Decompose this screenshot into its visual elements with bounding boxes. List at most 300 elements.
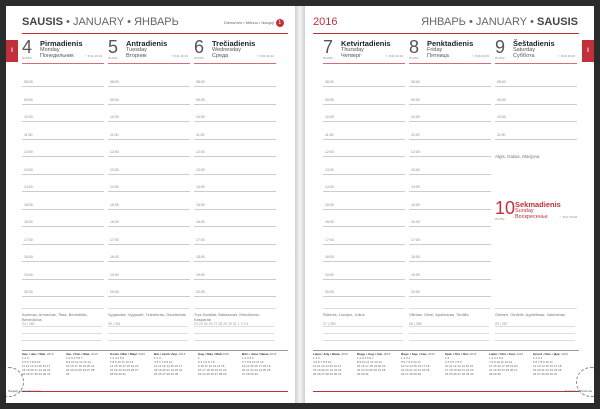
- notes-line[interactable]: [108, 340, 188, 341]
- time-label: 15:00: [110, 202, 119, 207]
- week-number: W 0/52: [495, 217, 505, 221]
- day-name-ru: Среда: [212, 53, 229, 59]
- day-name-en: Saturday: [513, 47, 536, 53]
- time-label: 10:00: [196, 115, 205, 119]
- time-slot[interactable]: [409, 80, 491, 87]
- day-name-lt: Sekmadienis: [515, 200, 561, 209]
- notes-line[interactable]: [22, 340, 102, 341]
- time-label: 08:00: [325, 80, 334, 84]
- time-label: 13:00: [24, 167, 33, 172]
- time-slot[interactable]: [409, 237, 491, 245]
- time-slot[interactable]: [323, 80, 405, 87]
- mini-calendar-title: Liepa / July / Июль 2016: [313, 352, 348, 356]
- time-slot[interactable]: [194, 80, 276, 87]
- mini-calendar-row: 28 29 30: [489, 372, 501, 376]
- time-slot[interactable]: [323, 150, 405, 157]
- time-slot[interactable]: [108, 132, 190, 140]
- day-name-lt: Ketvirtadienis: [341, 39, 391, 48]
- day-column: [323, 37, 405, 294]
- time-slot[interactable]: [409, 290, 491, 297]
- time-label: 09:00: [196, 97, 205, 102]
- day-name-en: Thursday: [341, 47, 364, 53]
- time-label: 19:00: [196, 272, 205, 277]
- time-label: 08:00: [24, 80, 33, 84]
- mini-calendar-row: 7 8 9 10 11 12 13: [110, 360, 134, 364]
- day-column: [495, 37, 577, 137]
- time-slot[interactable]: [108, 290, 190, 297]
- mini-calendar-row: 11 12 13 14 15 16 17: [313, 364, 342, 368]
- right-page-title: ЯНВАРЬ • JANUARY • SAUSIS: [421, 16, 578, 28]
- mini-calendar-row: 1 2 3: [22, 356, 29, 360]
- mini-calendar-row: 15 16 17 18 19 20 21: [357, 364, 386, 368]
- day-rule: [409, 63, 491, 64]
- mini-calendar: [22, 352, 64, 376]
- time-slot[interactable]: [409, 202, 491, 210]
- time-label: 20:00: [196, 290, 205, 294]
- mini-calendar-row: 25 26 27 28 29 30: [154, 372, 179, 376]
- time-label: 14:00: [24, 185, 33, 189]
- time-slot[interactable]: [323, 202, 405, 210]
- time-slot[interactable]: [323, 185, 405, 192]
- time-slot[interactable]: [323, 220, 405, 227]
- mini-calendar-row: 15 16 17 18 19 20 21: [66, 364, 95, 368]
- mini-calendar-row: 16 17 18 19 20 21 22: [198, 368, 227, 372]
- mini-calendar-title: Sau. / Jan. / Янв. 2016: [22, 352, 54, 356]
- day-rule: [108, 63, 190, 64]
- time-label: 10:00: [110, 115, 119, 119]
- mini-calendar-row: 11 12 13 14 15 16 17: [22, 364, 51, 368]
- day-name-en: Wednesday: [212, 47, 241, 53]
- time-slot[interactable]: [323, 115, 405, 122]
- time-label: 19:00: [325, 272, 334, 277]
- time-slot[interactable]: [108, 80, 190, 87]
- time-slot[interactable]: [108, 185, 190, 192]
- time-slot[interactable]: [409, 185, 491, 192]
- notes-line[interactable]: [495, 326, 575, 327]
- notes-line[interactable]: [323, 308, 405, 309]
- time-slot[interactable]: [194, 220, 276, 227]
- mini-calendar-row: 1 2: [445, 356, 450, 360]
- name-days: Gintarė, Gintvilė, Agnietinas, Valentinas: [495, 312, 565, 317]
- time-slot[interactable]: [22, 202, 104, 210]
- time-slot[interactable]: [495, 80, 577, 87]
- notes-line[interactable]: [495, 340, 575, 341]
- mini-calendar-row: 9 10 11 12 13 14 15: [198, 364, 225, 368]
- notes-line[interactable]: [323, 326, 403, 327]
- day-name-lt: Pirmadienis: [40, 39, 83, 48]
- day-number: 7: [323, 37, 334, 57]
- time-label: 10:00: [497, 115, 506, 119]
- calendar-rule: [22, 350, 288, 351]
- notes-line[interactable]: [108, 333, 188, 334]
- time-label: 17:00: [24, 237, 33, 242]
- time-slot[interactable]: [22, 220, 104, 227]
- notes-line[interactable]: [409, 333, 489, 334]
- day-number: 10: [495, 198, 516, 218]
- mini-calendar-row: 4 5 6 7 8 9 10: [313, 360, 332, 364]
- mini-calendar-row: 1 2 3: [154, 356, 161, 360]
- notes-line[interactable]: [495, 333, 575, 334]
- notes-line[interactable]: [22, 326, 102, 327]
- time-slot[interactable]: [495, 132, 577, 140]
- time-label: 13:00: [196, 167, 205, 172]
- time-slot[interactable]: [194, 255, 276, 262]
- mini-calendar-title: Lapkr. / Nov. / Ноя. 2016: [489, 352, 524, 356]
- time-slot[interactable]: [22, 80, 104, 87]
- day-column: [194, 37, 276, 294]
- day-count: 23 24 25 26 27 28 29 30 31 1 2 3 4: [194, 322, 249, 326]
- time-label: 10:00: [411, 115, 420, 119]
- time-label: 12:00: [110, 150, 119, 154]
- time-label: 16:00: [24, 220, 33, 224]
- time-label: 08:00: [411, 80, 420, 84]
- time-slot[interactable]: [108, 202, 190, 210]
- mini-calendar-row: 1 2 3 4 5 6 7: [66, 356, 83, 360]
- time-slot[interactable]: [194, 97, 276, 105]
- mini-calendar-row: 26 27 28 29 30 31: [533, 372, 558, 376]
- day-number: 6: [194, 37, 205, 57]
- time-label: 11:00: [497, 132, 506, 137]
- sun-times: ☉ 8:40 16:23: [385, 54, 403, 58]
- notes-line[interactable]: [409, 340, 489, 341]
- time-label: 11:00: [411, 132, 420, 137]
- time-slot[interactable]: [108, 220, 190, 227]
- time-label: 08:00: [196, 80, 205, 84]
- mini-calendar-row: 12 13 14 15 16 17 18: [401, 364, 430, 368]
- sun-times: ☉ 8:40 16:22: [256, 54, 274, 58]
- sun-times: ☉ 8:37 16:28: [559, 215, 577, 219]
- time-label: 11:00: [110, 132, 119, 137]
- time-slot[interactable]: [409, 272, 491, 280]
- sun-times: ☉ 8:41 16:19: [84, 54, 102, 58]
- time-label: 19:00: [110, 272, 119, 277]
- time-label: 08:00: [497, 80, 506, 84]
- mini-calendar-row: 14 15 16 17 18 19 20: [489, 364, 518, 368]
- day-name-en: Tuesday: [126, 47, 147, 53]
- time-slot[interactable]: [194, 167, 276, 175]
- mini-calendar-title: Rugp. / Aug. / Авг. 2016: [357, 352, 391, 356]
- mini-calendar-row: 1 2 3 4: [401, 356, 411, 360]
- day-header: [108, 38, 190, 62]
- calendar-rule: [313, 350, 579, 351]
- day-header: [323, 38, 405, 62]
- mini-calendar-row: 20 21 22 23 24 25 26: [242, 368, 271, 372]
- mini-calendar-title: Vas. / Feb. / Фев. 2016: [66, 352, 98, 356]
- mini-calendar-row: 8 9 10 11 12 13 14: [357, 360, 382, 364]
- time-slot[interactable]: [108, 115, 190, 122]
- time-label: 16:00: [196, 220, 205, 224]
- mini-calendar-title: Gruod. / Dec. / Дек. 2016: [533, 352, 568, 356]
- time-slot[interactable]: [22, 97, 104, 105]
- name-days: Vygaudas, Vygaudė, Telesforas, Gaudentas: [108, 312, 186, 317]
- time-slot[interactable]: [495, 115, 577, 122]
- time-slot[interactable]: [108, 167, 190, 175]
- time-slot[interactable]: [323, 237, 405, 245]
- week-number: W 0/52: [108, 56, 118, 60]
- time-label: 18:00: [325, 255, 334, 259]
- mini-calendar-title: Birž. / June / Июнь 2016: [242, 352, 277, 356]
- day-column: [409, 37, 491, 294]
- day-name-en: Monday: [40, 47, 60, 53]
- notes-line[interactable]: [323, 333, 403, 334]
- time-label: 12:00: [325, 150, 334, 154]
- mini-calendar-title: Geg. / May / Май 2016: [198, 352, 230, 356]
- notes-line[interactable]: [495, 308, 577, 309]
- time-label: 15:00: [196, 202, 205, 207]
- mini-calendar-row: 1 2 3 4: [533, 356, 543, 360]
- mini-calendar-title: Bal. / April / Апр. 2016: [154, 352, 186, 356]
- time-slot[interactable]: [22, 132, 104, 140]
- notes-line[interactable]: [108, 308, 190, 309]
- time-label: 18:00: [196, 255, 205, 259]
- day-rule: [194, 63, 276, 64]
- notes-line[interactable]: [409, 326, 489, 327]
- month-tab[interactable]: I: [6, 40, 18, 62]
- mini-calendar-row: 25 26 27 28 29 30 31: [313, 372, 342, 376]
- mini-calendar-row: 22 23 24 25 26 27 28: [66, 368, 95, 372]
- time-label: 10:00: [325, 115, 334, 119]
- time-slot[interactable]: [194, 115, 276, 122]
- day-number: 8: [409, 37, 420, 57]
- time-label: 13:00: [325, 167, 334, 172]
- time-label: 15:00: [411, 202, 420, 207]
- time-label: 18:00: [411, 255, 420, 259]
- notes-line[interactable]: [409, 308, 491, 309]
- time-label: 17:00: [325, 237, 334, 242]
- mini-calendar-row: 5 6 7 8 9 10 11: [401, 360, 421, 364]
- time-label: 11:00: [196, 132, 205, 137]
- mini-calendar-row: 25 26 27 28 29 30 31: [22, 372, 51, 376]
- day-number: 5: [108, 37, 119, 57]
- time-slot[interactable]: [22, 185, 104, 192]
- saturday-note: Algis, Dalais, Marijona: [495, 154, 540, 159]
- mini-calendar-row: 1 2 3 4 5 6: [110, 356, 125, 360]
- mini-calendar-row: 3 4 5 6 7 8 9: [445, 360, 462, 364]
- time-label: 12:00: [196, 150, 205, 154]
- time-slot[interactable]: [194, 237, 276, 245]
- time-slot[interactable]: [409, 167, 491, 175]
- mini-calendar-row: 1 2 3 4 5 6 7: [357, 356, 374, 360]
- mini-calendar-row: 29 30 31: [357, 372, 369, 376]
- day-name-ru: Вторник: [126, 53, 147, 59]
- week-number: W 0/52: [194, 56, 204, 60]
- mini-calendar-row: 11 12 13 14 15 16 17: [154, 364, 183, 368]
- time-label: 13:00: [411, 167, 420, 172]
- time-slot[interactable]: [108, 272, 190, 280]
- time-slot[interactable]: [22, 290, 104, 297]
- mini-calendar-row: 24 25 26 27 28 29 30: [445, 372, 474, 376]
- mini-calendar-row: 10 11 12 13 14 15 16: [445, 364, 474, 368]
- time-slot[interactable]: [22, 167, 104, 175]
- notes-line[interactable]: [22, 308, 104, 309]
- time-slot[interactable]: [409, 97, 491, 105]
- time-slot[interactable]: [108, 150, 190, 157]
- mini-calendar-row: 19 20 21 22 23 24 25: [401, 368, 430, 372]
- day-name-ru: Пятница: [427, 53, 449, 59]
- day-name-lt: Trečiadienis: [212, 39, 256, 48]
- time-label: 17:00: [110, 237, 119, 242]
- mini-calendar-row: 17 18 19 20 21 22 23: [445, 368, 474, 372]
- notes-line[interactable]: [194, 340, 274, 341]
- name-days: Vilintas, Gilvė, Apolinaras, Teofilis: [409, 312, 469, 317]
- day-number: 4: [22, 37, 33, 57]
- time-slot[interactable]: [323, 272, 405, 280]
- day-name-ru: Воскресенье: [515, 214, 548, 220]
- day-header: [495, 38, 577, 62]
- time-label: 20:00: [110, 290, 119, 294]
- time-slot[interactable]: [409, 220, 491, 227]
- time-label: 10:00: [24, 115, 33, 119]
- mini-calendar-row: 18 19 20 21 22 23 24: [22, 368, 51, 372]
- time-slot[interactable]: [409, 132, 491, 140]
- calendar-rule-bottom: [313, 391, 579, 392]
- mini-calendar: [401, 352, 443, 376]
- day-count: 07 | 359: [323, 322, 336, 326]
- time-label: 09:00: [110, 97, 119, 102]
- time-label: 16:00: [110, 220, 119, 224]
- name-days: Aurimas, Armantas, Titas, Benedikta, Benedictus: [22, 312, 88, 322]
- day-rule: [495, 63, 577, 64]
- mini-calendar-row: 1: [198, 356, 200, 360]
- time-slot[interactable]: [22, 255, 104, 262]
- corner-label-left: Naujieji metai / New Year: [8, 388, 42, 393]
- book-spine: [295, 6, 305, 403]
- time-label: 15:00: [24, 202, 33, 207]
- time-label: 14:00: [196, 185, 205, 189]
- time-label: 12:00: [24, 150, 33, 154]
- week-number: W 0/52: [22, 56, 32, 60]
- time-slot[interactable]: [323, 97, 405, 105]
- notes-line[interactable]: [194, 326, 274, 327]
- time-slot[interactable]: [108, 97, 190, 105]
- day-count: 09 | 357: [495, 322, 508, 326]
- day-header: [194, 38, 276, 62]
- corner-label-right: Kalėdos / Christmas: [565, 388, 592, 393]
- time-label: 12:00: [411, 150, 420, 154]
- day-count: 05 | 361: [108, 322, 121, 326]
- mini-calendar-title: Spal. / Oct. / Окт. 2016: [445, 352, 477, 356]
- calendar-rule-bottom: [22, 391, 288, 392]
- mini-calendar: [110, 352, 152, 376]
- time-label: 20:00: [325, 290, 334, 294]
- time-label: 17:00: [196, 237, 205, 242]
- mini-calendar-row: 18 19 20 21 22 23 24: [313, 368, 342, 372]
- mini-calendar-row: 18 19 20 21 22 23 24: [154, 368, 183, 372]
- notes-line[interactable]: [194, 333, 274, 334]
- day-rule: [323, 63, 405, 64]
- mini-calendar-row: 8 9 10 11 12 13 14: [66, 360, 91, 364]
- notes-line[interactable]: [22, 333, 102, 334]
- week-number: W 0/52: [323, 56, 333, 60]
- mini-calendar-title: Rugs. / Sep. / Сен. 2016: [401, 352, 435, 356]
- day-name-en: Friday: [427, 47, 443, 53]
- mini-calendar: [445, 352, 487, 376]
- time-label: 11:00: [24, 132, 33, 137]
- day-rule: [22, 63, 104, 64]
- mini-calendar-row: 4 5 6 7 8 9 10: [22, 360, 41, 364]
- time-slot[interactable]: [409, 255, 491, 262]
- mini-calendar: [198, 352, 240, 376]
- day-name-ru: Четверг: [341, 53, 362, 59]
- day-name-lt: Penktadienis: [427, 39, 474, 48]
- day-name-lt: Antradienis: [126, 39, 168, 48]
- left-header-info: Diena/min • Mėnuo • Naujoji 1: [224, 19, 284, 27]
- time-slot[interactable]: [323, 290, 405, 297]
- month-tab-right[interactable]: I: [582, 40, 594, 62]
- time-label: 08:00: [110, 80, 119, 84]
- time-label: 14:00: [110, 185, 119, 189]
- mini-calendar-row: 21 22 23 24 25 26 27: [110, 368, 139, 372]
- sun-times: ☉ 8:39 16:26: [557, 54, 575, 58]
- left-page: [6, 6, 295, 403]
- week-number: W 0/52: [409, 56, 419, 60]
- header-rule: [22, 33, 288, 34]
- time-slot[interactable]: [495, 97, 577, 105]
- time-slot[interactable]: [323, 167, 405, 175]
- time-slot[interactable]: [194, 150, 276, 157]
- time-label: 19:00: [24, 272, 33, 277]
- time-slot[interactable]: [22, 150, 104, 157]
- time-slot[interactable]: [194, 202, 276, 210]
- mini-calendar-row: 13 14 15 16 17 18 19: [242, 364, 271, 368]
- notes-line[interactable]: [323, 340, 403, 341]
- mini-calendar-row: 4 5 6 7 8 9 10: [154, 360, 173, 364]
- time-label: 11:00: [325, 132, 334, 137]
- time-slot[interactable]: [194, 132, 276, 140]
- header-rule: [313, 33, 579, 34]
- time-label: 20:00: [24, 290, 33, 294]
- day-column: [108, 37, 190, 294]
- mini-calendar: [242, 352, 284, 376]
- mini-calendar-row: 5 6 7 8 9 10 11: [533, 360, 553, 364]
- day-name-en: Sunday: [515, 208, 534, 214]
- mini-calendar: [154, 352, 196, 376]
- mini-calendar-row: 22 23 24 25 26 27 28: [357, 368, 386, 372]
- time-slot[interactable]: [323, 132, 405, 140]
- time-slot[interactable]: [22, 237, 104, 245]
- mini-calendar-row: 23 24 25 26 27 28 29: [198, 372, 227, 376]
- mini-calendar: [357, 352, 399, 376]
- time-slot[interactable]: [108, 255, 190, 262]
- day-header: [409, 38, 491, 62]
- mini-calendar-row: 7 8 9 10 11 12 13: [489, 360, 513, 364]
- time-slot[interactable]: [409, 150, 491, 157]
- time-label: 18:00: [24, 255, 33, 259]
- time-slot[interactable]: [22, 272, 104, 280]
- mini-calendar-row: 1 2 3: [313, 356, 320, 360]
- mini-calendar-row: 27 28 29 30: [242, 372, 258, 376]
- time-label: 17:00: [411, 237, 420, 242]
- mini-calendar: [533, 352, 575, 376]
- time-slot[interactable]: [409, 115, 491, 122]
- mini-calendar-row: 1 2 3 4 5 6: [489, 356, 504, 360]
- time-slot[interactable]: [323, 255, 405, 262]
- time-slot[interactable]: [22, 115, 104, 122]
- time-label: 09:00: [325, 97, 334, 102]
- time-slot[interactable]: [194, 290, 276, 297]
- notes-line[interactable]: [194, 308, 276, 309]
- time-label: 16:00: [325, 220, 334, 224]
- mini-calendar-row: 26 27 28 29 30: [401, 372, 422, 376]
- mini-calendar-row: 28 29 30 31: [110, 372, 126, 376]
- time-slot[interactable]: [108, 237, 190, 245]
- notes-line[interactable]: [108, 326, 188, 327]
- time-slot[interactable]: [194, 272, 276, 280]
- time-label: 09:00: [411, 97, 420, 102]
- day-name-ru: Суббота: [513, 53, 535, 59]
- time-label: 15:00: [325, 202, 334, 207]
- time-slot[interactable]: [194, 185, 276, 192]
